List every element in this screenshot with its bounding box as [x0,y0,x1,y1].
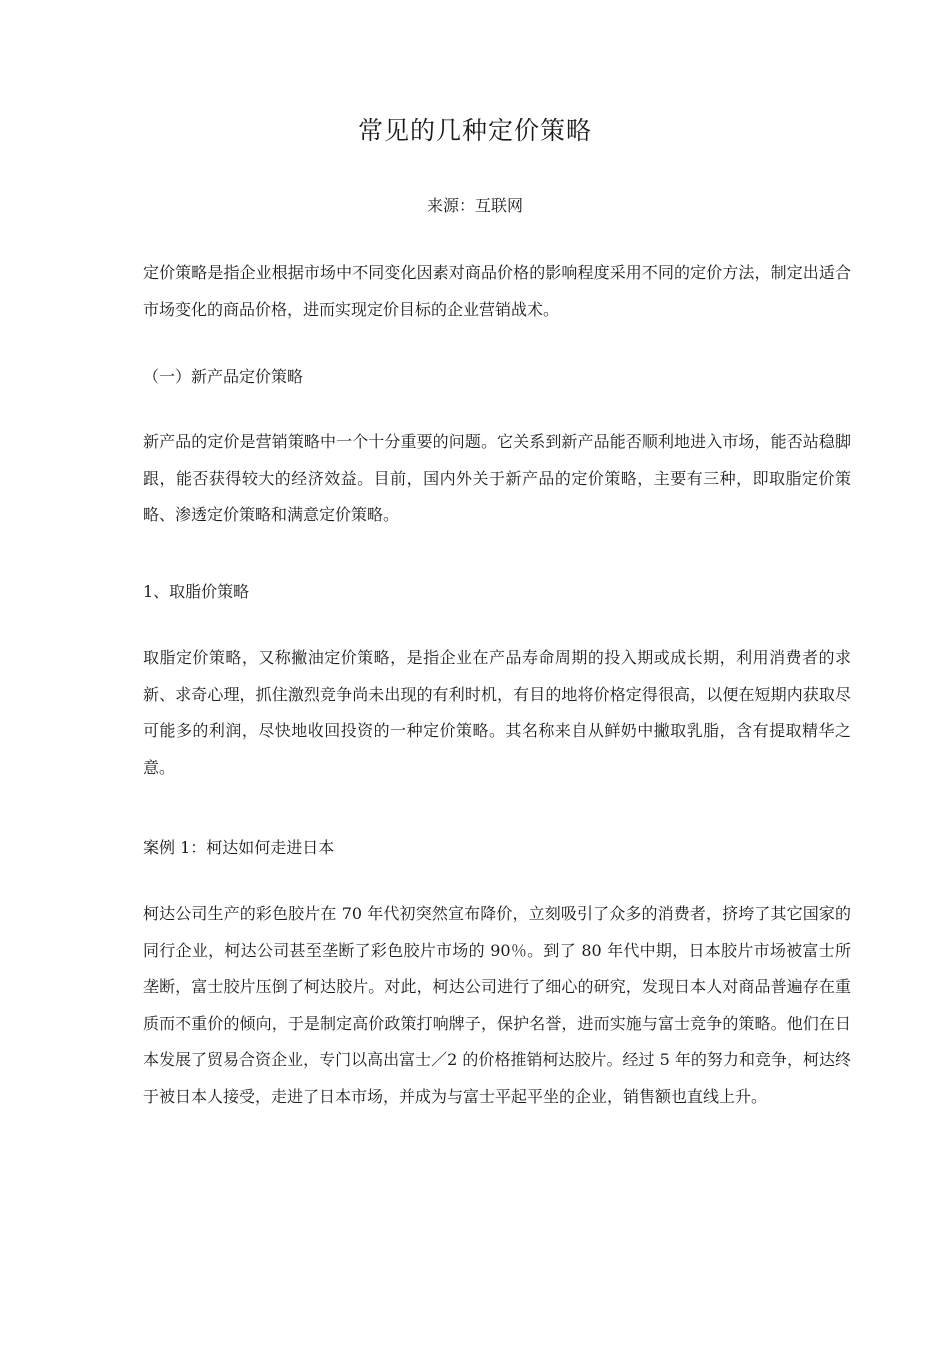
document-title: 常见的几种定价策略 [357,116,592,145]
intro-paragraph: 定价策略是指企业根据市场中不同变化因素对商品价格的影响程度采用不同的定价方法，制定出适合市场变化的商品价格，进而实现定价目标的企业营销战术。 [143,263,851,319]
subsection-heading-skimming-pricing: 1、取脂价策略 [143,582,250,601]
section-heading-new-product-pricing: （一）新产品定价策略 [143,367,304,386]
section-paragraph-new-product-pricing: 新产品的定价是营销策略中一个十分重要的问题。它关系到新产品能否顺利地进入市场，能否站稳脚跟，能否获得较大的经济效益。目前，国内外关于新产品的定价策略，主要有三种，即取脂定价策略、渗透定价策略和满意定价策略。 [143,432,851,524]
case-paragraph-kodak: 柯达公司生产的彩色胶片在 70 年代初突然宣布降价，立刻吸引了众多的消费者，挤垮了其它国家的同行企业，柯达公司甚至垄断了彩色胶片市场的 90％。到了 80 年代中期，日本胶片市场被富士所垄断，富士胶片压倒了柯达胶片。对此，柯达公司进行了细心的研究，发现日本人对商品普遍存在重质而不重价的倾向，于是制定高价政策打响牌子，保护名誉，进而实施与富士竞争的策略。他们在日本发展了贸易合资企业，专门以高出富士／2 的价格推销柯达胶片。经过 5 年的努力和竞争，柯达终于被日本人接受，走进了日本市场，并成为与富士平起平坐的企业，销售额也直线上升。 [143,904,851,1106]
subsection-paragraph-skimming-pricing: 取脂定价策略，又称撇油定价策略，是指企业在产品寿命周期的投入期或成长期，利用消费者的求新、求奇心理，抓住激烈竞争尚未出现的有利时机，有目的地将价格定得很高，以便在短期内获取尽可能多的利润，尽快地收回投资的一种定价策略。其名称来自从鲜奶中撇取乳脂，含有提取精华之意。 [143,648,851,777]
document-source: 来源：互联网 [426,196,523,215]
case-heading-kodak: 案例 1：柯达如何走进日本 [143,838,335,857]
